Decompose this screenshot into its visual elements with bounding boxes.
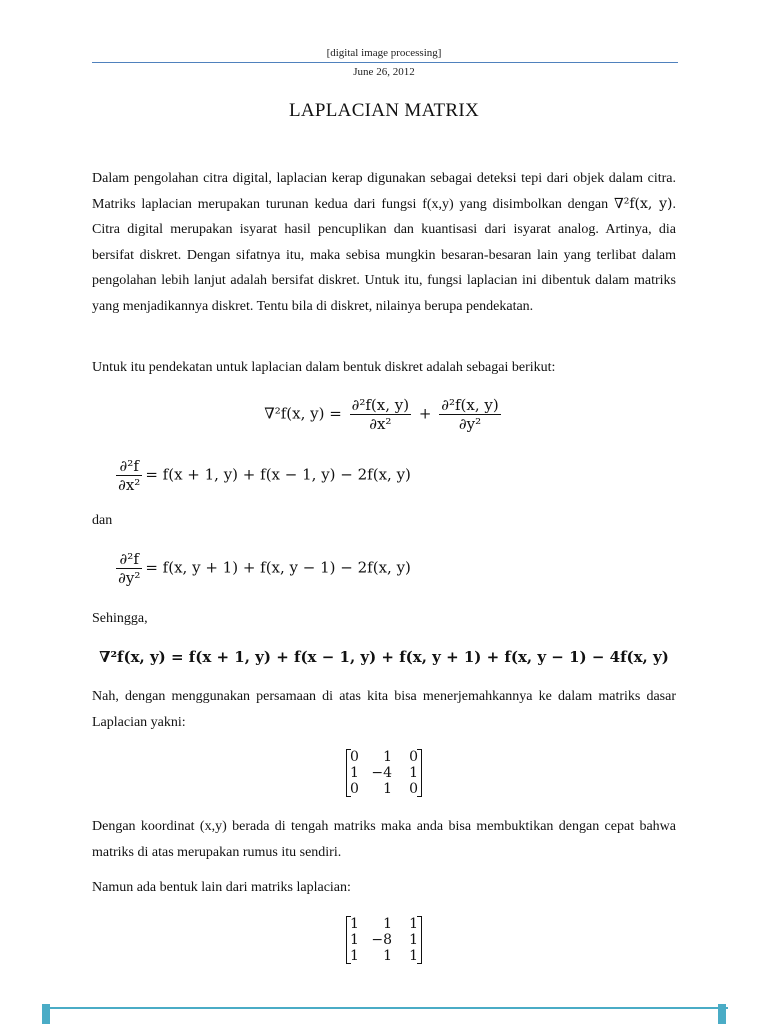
matrix-cell: 1 xyxy=(409,948,418,964)
alternative-intro-text: Namun ada bentuk lain dari matriks laplacian: xyxy=(92,880,351,895)
matrix-cell: 1 xyxy=(409,932,418,948)
footer-left-marker xyxy=(42,1004,50,1024)
matrix-cell: 1 xyxy=(350,916,359,932)
matrix-cell: 0 xyxy=(350,749,359,765)
equation-discrete-laplacian: ∇²f(x, y) = f(x + 1, y) + f(x − 1, y) + f(x, y + 1) + f(x, y − 1) − 4f(x, y) xyxy=(99,648,669,666)
equation-laplacian-definition xyxy=(0,396,768,433)
dan-text: dan xyxy=(92,513,113,528)
intro-text-b: . Citra digital merupakan isyarat hasil pencuplikan dan kuantisasi dari isyarat analog. Artinya, dia bersifat diskret. Dengan sifatnya itu, maka sebisa mungkin besaran-besaran lain yang terlibat dalam pengolahan lebih lanjut adalah bersifat diskret. Untuk itu, fungsi laplacian ini dibentuk dalam matriks yang menjadikannya diskret. Tentu bila di diskret, nilainya berupa pendekatan. xyxy=(92,196,677,314)
laplacian-matrix-basic xyxy=(346,749,422,797)
eq3-fraction: $\frac{\text{∂²f}}{\text{∂y²}}$ xyxy=(118,550,141,587)
coordinate-paragraph: Dengan koordinat (x,y) berada di tengah matriks maka anda bisa membuktikan dengan cepat bahwa matriks di atas merupakan rumus itu sendiri. xyxy=(92,819,676,860)
eq1-lhs: ∇²f(x, y) = xyxy=(264,404,342,423)
matrix-cell: 0 xyxy=(409,781,418,797)
intro-paragraph xyxy=(92,166,676,319)
matrix-cell: −4 xyxy=(371,765,392,781)
matrix-cell: 1 xyxy=(409,916,418,932)
matrix-cell: 0 xyxy=(350,781,359,797)
matrix-intro-paragraph: Nah, dengan menggunakan persamaan di atas kita bisa menerjemahkannya ke dalam matriks dasar Laplacian yakni: xyxy=(92,689,676,730)
approx-paragraph: Untuk itu pendekatan untuk laplacian dalam bentuk diskret adalah sebagai berikut: xyxy=(92,360,556,375)
matrix-row xyxy=(347,765,421,781)
eq1-plus: + xyxy=(418,404,432,423)
matrix-cell: −8 xyxy=(371,932,392,948)
header-date: June 26, 2012 xyxy=(353,66,415,78)
matrix-cell: 1 xyxy=(383,781,392,797)
laplacian-matrix-alternative xyxy=(346,916,422,964)
eq1-fraction-y: $\frac{\text{∂²f(x, y)}}{\text{∂y²}}$ xyxy=(441,396,499,433)
matrix-cell: 1 xyxy=(383,749,392,765)
page-title: LAPLACIAN MATRIX xyxy=(288,100,480,121)
matrix-cell: 1 xyxy=(383,916,392,932)
matrix-cell: 1 xyxy=(350,765,359,781)
running-header: [digital image processing] xyxy=(326,47,442,59)
matrix-cell: 1 xyxy=(350,948,359,964)
laplacian-symbol: ∇²f(x, y) xyxy=(613,195,673,212)
matrix-row xyxy=(347,948,421,964)
matrix-row xyxy=(347,749,421,765)
footer-rule xyxy=(44,1007,728,1009)
matrix-cell: 0 xyxy=(409,749,418,765)
eq1-fraction-x: $\frac{\text{∂²f(x, y)}}{\text{∂x²}}$ xyxy=(351,396,410,433)
matrix-cell: 1 xyxy=(350,932,359,948)
sehingga-text: Sehingga, xyxy=(92,611,148,626)
eq3-rhs: = f(x, y + 1) + f(x, y − 1) − 2f(x, y) xyxy=(145,558,411,577)
matrix-row xyxy=(347,781,421,797)
eq2-rhs: = f(x + 1, y) + f(x − 1, y) − 2f(x, y) xyxy=(145,465,411,484)
footer-right-marker xyxy=(718,1004,726,1024)
equation-second-derivative-x xyxy=(0,457,646,494)
eq2-fraction: $\frac{\text{∂²f}}{\text{∂x²}}$ xyxy=(118,457,141,494)
header-rule xyxy=(92,62,678,63)
matrix-cell: 1 xyxy=(409,765,418,781)
intro-text-a: Dalam pengolahan citra digital, laplacian kerap digunakan sebagai deteksi tepi dari objek dalam citra. Matriks laplacian merupakan turunan kedua dari fungsi f(x,y) yang disimbolkan dengan xyxy=(92,171,676,212)
matrix-row xyxy=(347,916,421,932)
matrix-row xyxy=(347,932,421,948)
matrix-cell: 1 xyxy=(383,948,392,964)
equation-second-derivative-y xyxy=(0,550,646,587)
